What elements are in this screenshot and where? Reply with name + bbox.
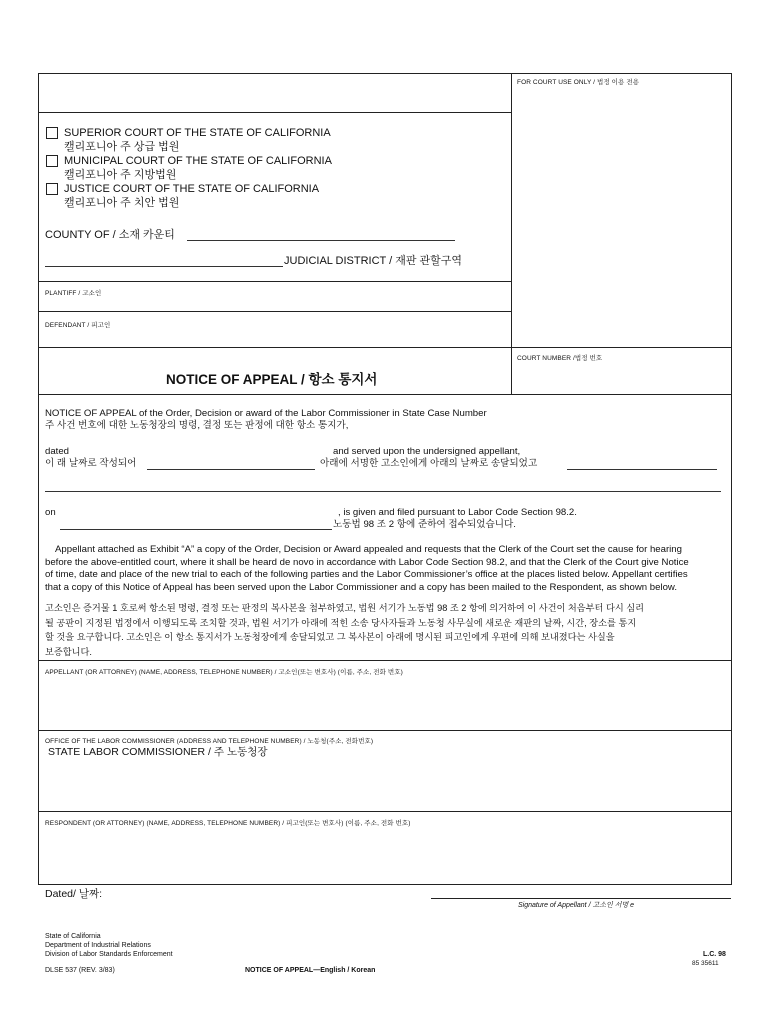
court-number-label: COURT NUMBER /법정 번호 xyxy=(517,355,603,362)
notice-top-line xyxy=(38,394,732,395)
para-ko-line: 고소인은 증거물 1 호로써 항소된 명령, 결정 또는 판정의 복사본을 첨부하였고, 법원 서기가 노동법 98 조 2 항에 의거하여 이 사건이 처음부터 다시 심리 xyxy=(45,603,645,613)
superior-court-checkbox[interactable] xyxy=(46,127,58,139)
dated-label: Dated/ 날짜: xyxy=(45,888,103,900)
justice-court-checkbox[interactable] xyxy=(46,183,58,195)
dated-label-en: dated xyxy=(45,446,70,457)
appeal-paragraph-ko xyxy=(45,601,725,659)
district-input[interactable] xyxy=(45,255,283,267)
dated-input[interactable] xyxy=(147,459,315,470)
plaintiff-row-line xyxy=(38,281,512,282)
doc-code: 85 35611 xyxy=(692,960,719,967)
para-en-line: Appellant attached as Exhibit “A” a copy of the Order, Decision or Award appealed and requests that the Clerk of the Court set the cause for hearing xyxy=(55,544,682,555)
office-top-line xyxy=(38,730,732,731)
respondent-field[interactable] xyxy=(40,830,730,882)
para-ko-line: 보증합니다. xyxy=(45,646,92,657)
given-label-ko: 노동법 98 조 2 항에 준하여 접수되었습니다. xyxy=(333,519,516,530)
frame-bottom xyxy=(38,884,732,885)
justice-court-label-ko: 캘리포니아 주 치안 법원 xyxy=(64,197,180,209)
served-date-input[interactable] xyxy=(567,459,717,470)
signature-line[interactable] xyxy=(431,898,731,899)
signature-label: Signature of Appellant / 고소인 서명 e xyxy=(518,902,635,909)
notice-line1-ko: 주 사건 번호에 대한 노동청장의 명령, 결정 또는 판정에 대한 항소 통지가, xyxy=(45,420,349,431)
county-input[interactable] xyxy=(187,229,455,241)
served-label-ko: 아래에 서명한 고소인에게 아래의 날짜로 송달되었고 xyxy=(320,458,538,469)
superior-court-label-ko: 캘리포니아 주 상급 법원 xyxy=(64,141,180,153)
county-label: COUNTY OF / 소재 카운티 xyxy=(45,229,175,241)
given-label-en: , is given and filed pursuant to Labor Code Section 98.2. xyxy=(338,507,577,518)
full-line-input[interactable] xyxy=(45,481,721,492)
para-ko-line: 할 것을 요구합니다. 고소인은 이 항소 통지서가 노동청장에게 송달되었고 그 복사본이 아래에 명시된 피고인에게 우편에 의해 보내졌다는 사실을 xyxy=(45,632,615,642)
form-footer-title: NOTICE OF APPEAL—English / Korean xyxy=(245,967,376,974)
on-date-input[interactable] xyxy=(60,519,332,530)
dated-label-ko: 이 래 날짜로 작성되어 xyxy=(45,458,137,469)
defendant-label: DEFENDANT / 피고인 xyxy=(45,322,111,329)
agency-division: Division of Labor Standards Enforcement xyxy=(45,951,173,958)
para-en-line: that a copy of this Notice of Appeal has been served upon the Labor Commissioner and a copy has been mailed to the Respondent, as shown below. xyxy=(45,581,677,593)
agency-department: Department of Industrial Relations xyxy=(45,942,151,949)
para-en-line: of time, date and place of the new trial to each of the following parties and the Labor Commissioner’s office at the places listed below. Appellant certifies xyxy=(45,569,688,580)
para-ko-line: 될 공판이 지정된 법정에서 이행되도록 조치할 것과, 법원 서기가 아래에 적힌 소송 당사자들과 노동청 사무실에 새로운 재판의 날짜, 시간, 장소를 통지 xyxy=(45,617,637,628)
appellant-top-line xyxy=(38,660,732,661)
notice-line1-en: NOTICE OF APPEAL of the Order, Decision or award of the Labor Commissioner in State Case Number xyxy=(45,408,487,419)
frame-right xyxy=(731,73,732,885)
lc-code: L.C. 98 xyxy=(703,951,726,958)
on-label: on xyxy=(45,507,56,518)
defendant-row-line xyxy=(38,311,512,312)
appeal-paragraph-en xyxy=(45,544,725,594)
header-row-line xyxy=(38,112,512,113)
title-row-line xyxy=(38,347,732,348)
frame-top xyxy=(38,73,731,74)
appellant-label: APPELLANT (OR ATTORNEY) (NAME, ADDRESS, TELEPHONE NUMBER) / 고소인(또는 변호사) (이름, 주소, 전화 번호) xyxy=(45,669,403,676)
appellant-field[interactable] xyxy=(40,678,730,728)
court-use-divider xyxy=(511,73,512,394)
court-use-label: FOR COURT USE ONLY / 법정 이용 전용 xyxy=(517,79,640,86)
municipal-court-label-ko: 캘리포니아 주 지방법원 xyxy=(64,169,177,181)
district-label: JUDICIAL DISTRICT / 재판 관할구역 xyxy=(284,255,463,267)
agency-block xyxy=(45,932,173,959)
form-number: DLSE 537 (REV. 3/83) xyxy=(45,967,115,974)
respondent-label: RESPONDENT (OR ATTORNEY) (NAME, ADDRESS, TELEPHONE NUMBER) / 피고인(또는 변호사) (이름, 주소, 전화 번호) xyxy=(45,820,411,827)
office-label: OFFICE OF THE LABOR COMMISSIONER (ADDRESS AND TELEPHONE NUMBER) / 노동청(주소, 전화번호) xyxy=(45,738,374,745)
municipal-court-checkbox[interactable] xyxy=(46,155,58,167)
justice-court-label: JUSTICE COURT OF THE STATE OF CALIFORNIA xyxy=(64,183,320,195)
notice-title: NOTICE OF APPEAL / 항소 통지서 xyxy=(166,372,378,387)
served-label-en: and served upon the undersigned appellant, xyxy=(333,446,521,457)
superior-court-label: SUPERIOR COURT OF THE STATE OF CALIFORNIA xyxy=(64,127,331,139)
municipal-court-label: MUNICIPAL COURT OF THE STATE OF CALIFORNIA xyxy=(64,155,332,167)
office-value: STATE LABOR COMMISSIONER / 주 노동청장 xyxy=(48,746,268,758)
para-en-line: before the above-entitled court, where it shall be heard de novo in accordance with Labor Code Section 98.2, and that the Clerk of the Court give Notice xyxy=(45,556,689,568)
plaintiff-label: PLANTIFF / 고소인 xyxy=(45,290,102,297)
frame-left xyxy=(38,73,39,885)
agency-state: State of California xyxy=(45,933,101,940)
respondent-top-line xyxy=(38,811,732,812)
